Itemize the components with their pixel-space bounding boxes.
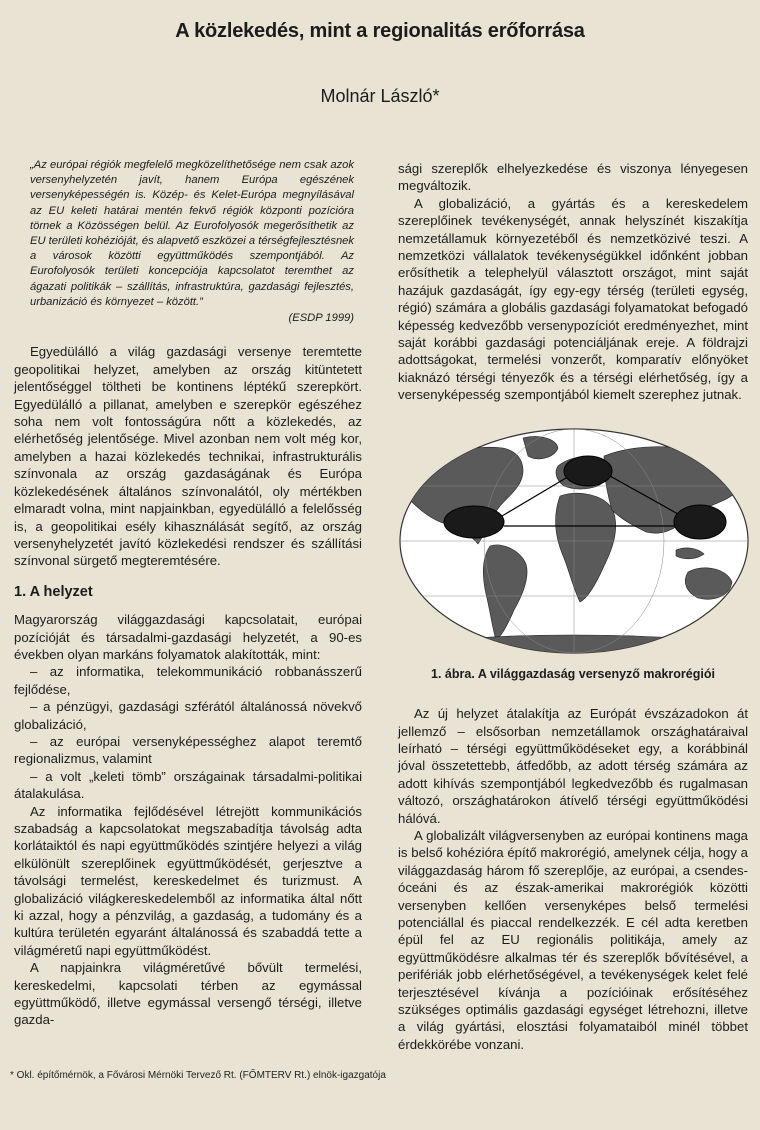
body-paragraph: A napjainkra világméretűvé bővült termelési, kereskedelmi, kapcsolati térben az egymással együttműködő, illetve egymással versengő térségi, illetve gazda- — [14, 960, 362, 1028]
footnote: * Okl. építőmérnök, a Fővárosi Mérnöki Tervező Rt. (FŐMTERV Rt.) elnök-igazgatója — [10, 1070, 386, 1081]
author-name: Molnár László* — [320, 86, 440, 106]
section-intro: Magyarország világgazdasági kapcsolatait, európai pozícióját és társadalmi-gazdasági helyzetét, a 90-es években olyan markáns folyamatok alakították, mint: — [14, 612, 362, 662]
continued-paragraph: sági szereplők elhelyezkedése és viszonya lényegesen megváltozik. — [398, 161, 748, 194]
section-heading: 1. A helyzet — [14, 583, 93, 600]
right-column — [398, 160, 748, 1053]
intro-paragraph: Egyedülálló a világ gazdasági versenye teremtette geopolitikai helyzet, amelyben az ország kitüntetett jelentőséggel töltheti be kontinens léptékű szerepkört. Egyedülálló a pillanat, amelyben e szerepkör egészéhez soha nem volt fontosságúra nőtt a közlekedés, az elérhetőség jelentősége. Mivel azonban nem volt még kor, amelyben a hazai közlekedés technikai, infrastrukturális színvonala az ország gazdaságának és Európa közlekedésének általános színvonalától, oly mértékben elmaradt volna, mint napjainkban, egyedülálló a felelősség is, a geopolitikai esély kihasználását segítő, az ország versenyhelyzetét javító közlekedési rendszer és szállítási színvonal sürgető megteremtésére. — [14, 344, 362, 569]
epigraph-quote: „Az európai régiók megfelelő megközelíthetősége nem csak azok versenyhelyzetén javít, hanem Európa egészének versenyképességén is. Közép- és Kelet-Európa megnyílásával az EU keleti határai mentén fekvő régiók központi pozícióra törnek a Közösségen belül. Az Eurofolyosók megerősíthetik az EU területi kohézióját, és alapvető eszközei a térségfejlesztésnek a városok közötti együttműködés szempontjából. Az Eurofolyosók területi koncepciója kapcsolatot teremthet az ágazati politikák – szállítás, infrastruktúra, gazdasági fejlesztés, urbanizáció és környezet – között.” — [30, 159, 354, 308]
body-paragraph: Az új helyzet átalakítja az Európát évszázadokon át jellemző – elsősorban nemzetállamok országhatáraival leírható – térségi együttműködéseket egy, a korábbinál jóval összetettebb, átfedőbb, az adott térség számára az adott kihívás szempontjából legkedvezőbb és rugalmasan változó, országhatárokon átívelő térségi együttműködési hálóvá. — [398, 706, 748, 826]
body-paragraph: A globalizáció, a gyártás és a kereskedelem szereplőinek tevékenységét, annak helyszínét kiszakítja nemzetállamuk környezetéből és nemzetközivé teszi. A nemzetközi vállalatok tevékenységükkel időnként jobban erősíthetik a telephelyül választott országot, mint saját hazájuk gazdaságát, így egy-egy térség (területi egység, régió) számára a globális gazdasági folyamatokat befogadó képesség kedvezőbb versenypozíciót eredményezhet, mint saját korábbi gazdasági potenciáljának ereje. A földrajzi adottságokat, termelési vonzerőt, komparatív előnyöket kiaknázó térségi tényezők és a térségi elérhetőség, így a versenyképesség szempontjából kiemelt szerephez jutnak. — [398, 195, 748, 403]
world-map-figure — [398, 426, 750, 656]
europe-macroregion-marker — [564, 456, 612, 486]
page-title: A közlekedés, mint a regionalitás erőforrása — [175, 20, 585, 42]
list-item: – a volt „keleti tömb” országainak társadalmi-politikai átalakulása. — [14, 768, 362, 802]
body-paragraph: Az informatika fejlődésével létrejött kommunikációs szabadság a kapcsolatokat megszabadítja távolság adta korlátaiktól és napi együttműködés szintjére helyezi a világ elkülönült szereplőinek együttműködését, gerjesztve a távolsági termelést, kereskedelmet és turizmust. A globalizáció világkereskedelemből az informatika által nőtt ki azzal, hogy a pénzvilág, a gazdaság, a tudomány és a kultúra területén egyaránt általánossá és szabaddá tette a világméretű napi együttműködést. — [14, 803, 362, 958]
list-item: – az európai versenyképességhez alapot teremtő regionalizmus, valamint — [14, 733, 362, 767]
list-item: – az informatika, telekommunikáció robbanásszerű fejlődése, — [14, 664, 362, 697]
left-column — [14, 158, 362, 1029]
body-paragraph: A globalizált világversenyben az európai kontinens maga is belső kohézióra építő makrorégió, amelynek célja, hogy a világgazdaság három fő szereplője, az európai, a csendes-óceáni és az észak-amerikai makrorégiók közötti versenyben kellően versenyképes belső termelési potenciállal és piaccal rendelkezzék. E cél adta keretben épül fel az EU regionális politikája, amely az együttműködésre alkalmas tér és szereplők bővítésével, a perifériák jobb elérhetőségével, a tevékenységek kelet felé terjesztésével kívánja a pozícióinak erősítéséhez szükséges optimális gazdasági egységet létrehozni, illetve a világ gyártási, elosztási folyamataiból minél többet érdekkörébe vonzani. — [398, 827, 748, 1052]
process-list — [14, 663, 362, 802]
north-america-macroregion-marker — [444, 506, 504, 538]
list-item: – a pénzügyi, gazdasági szférától általánossá növekvő globalizáció, — [14, 699, 362, 732]
world-map-illustration — [398, 426, 750, 656]
epigraph-source: (ESDP 1999) — [288, 312, 354, 325]
pacific-macroregion-marker — [674, 505, 726, 539]
figure-caption: 1. ábra. A világgazdaság versenyző makrorégiói — [431, 666, 715, 681]
